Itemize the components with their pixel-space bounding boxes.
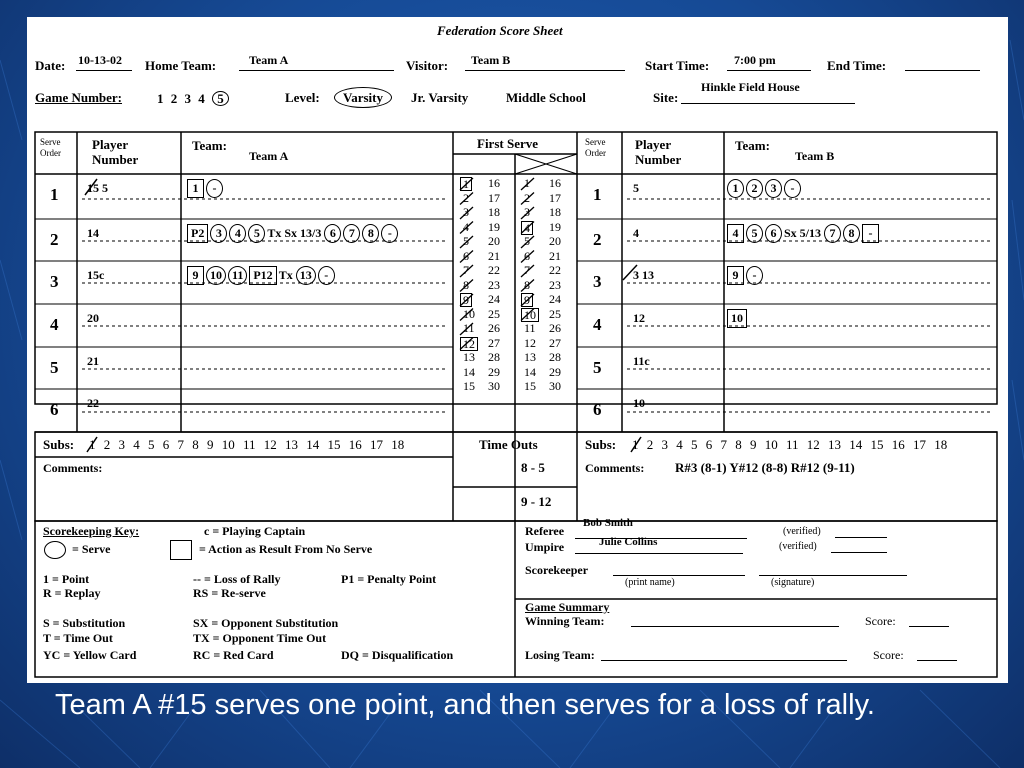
losing-team-label: Losing Team: [525,648,595,662]
first-serve-d-19: 19 [549,219,561,234]
key-replay: R = Replay [43,586,101,600]
first-serve-a-13: 13 [463,350,475,364]
sub-number: 18 [934,437,948,452]
timeout-1: 8 - 5 [521,460,545,475]
date-field[interactable]: 10-13-02 [78,53,122,67]
first-serve-b-21: 21 [488,248,500,263]
first-serve-c-1: 1 [524,176,530,190]
first-serve-a-3: 3 [463,205,469,219]
right-serve-order-2: 2 [593,230,602,249]
key-disqualification: DQ = Disqualification [341,648,454,662]
level-varsity-selected[interactable]: Varsity [334,87,392,108]
first-serve-a-9: 9 [460,293,472,307]
winning-score-label: Score: [865,614,896,628]
key-yellow-card: YC = Yellow Card [43,648,137,662]
first-serve-c-8: 8 [524,277,530,292]
level-label: Level: [285,90,320,105]
action-mark: 4 [727,224,744,243]
sub-number: 17 [913,437,927,452]
first-serve-c-13: 13 [524,350,536,364]
date-label: Date: [35,58,66,73]
sub-number: 3 [118,437,125,452]
sub-number: 7 [177,437,184,452]
key-opp-timeout: TX = Opponent Time Out [193,631,327,645]
right-serve-order-6: 6 [593,400,602,419]
right-player-number-5[interactable]: 11c [633,354,650,368]
first-serve-c-3: 3 [524,205,530,219]
home-team-field[interactable]: Team A [249,53,289,67]
key-serve: = Serve [72,542,111,556]
right-serve-order-header: Serve Order [585,137,606,158]
first-serve-b-27: 27 [488,335,500,350]
first-serve-a-14: 14 [463,364,475,379]
serve-mark: 13 [296,266,316,285]
first-serve-d-29: 29 [549,364,561,379]
first-serve-d-18: 18 [549,205,561,219]
sub-number: 14 [306,437,320,452]
left-subs-label: Subs: [43,437,75,452]
referee-label: Referee [525,524,565,538]
sheet-title: Federation Score Sheet [437,23,563,38]
key-point: 1 = Point [43,572,90,586]
first-serve-d-22: 22 [549,263,561,277]
game-number-label: Game Number: [35,90,123,105]
first-serve-a-1: 1 [460,177,472,191]
winning-team-label: Winning Team: [525,614,605,628]
note-mark: Sx 5/13 [784,226,822,240]
left-serve-order-4: 4 [50,315,59,334]
serve-mark: 1 [727,179,744,198]
start-time-field[interactable]: 7:00 pm [734,53,776,67]
serve-mark: - [381,224,398,243]
left-serve-order-5: 5 [50,358,59,377]
key-timeout: T = Time Out [43,631,113,645]
left-serve-order-1: 1 [50,185,59,204]
first-serve-c-9: 9 [521,293,533,307]
left-player-number-2[interactable]: 14 [87,226,99,240]
first-serve-b-16: 16 [488,176,500,190]
scorekeeper-label: Scorekeeper [525,563,589,577]
sub-number: 18 [391,437,405,452]
first-serve-b-22: 22 [488,263,500,277]
timeout-2: 9 - 12 [521,494,552,509]
first-serve-a-4: 4 [463,219,469,234]
first-serve-c-15: 15 [524,379,536,393]
serve-mark: 7 [824,224,841,243]
first-serve-a-10: 10 [463,306,475,321]
right-subs-label: Subs: [585,437,617,452]
signature-label: (signature) [771,577,815,588]
first-serve-b-25: 25 [488,306,500,321]
left-player-number-3[interactable]: 15c [87,268,105,282]
key-substitution: S = Substitution [43,616,126,630]
left-player-number-4[interactable]: 20 [87,311,99,325]
sub-number: 16 [891,437,905,452]
timeouts-label: Time Outs [479,437,538,452]
game-numbers[interactable]: 1 2 3 4 5 [157,91,231,106]
sub-number: 10 [221,437,235,452]
left-serve-order-3: 3 [50,272,59,291]
first-serve-a-12: 12 [460,337,478,351]
first-serve-c-12: 12 [524,335,536,350]
level-middle-school[interactable]: Middle School [506,90,586,105]
first-serve-b-28: 28 [488,350,500,364]
note-mark: Tx Sx 13/3 [267,226,322,240]
key-opp-substitution: SX = Opponent Substitution [193,616,339,630]
serve-mark: - [784,179,801,198]
serve-mark: 10 [206,266,226,285]
sub-number: 12 [263,437,277,452]
right-comments-value[interactable]: R#3 (8-1) Y#12 (8-8) R#12 (9-11) [675,460,855,475]
right-score-row-1[interactable] [727,179,993,198]
serve-mark: - [206,179,223,198]
sub-number: 9 [207,437,214,452]
first-serve-d-21: 21 [549,248,561,263]
action-mark: 1 [187,179,204,198]
first-serve-c-2: 2 [524,190,530,205]
site-field[interactable]: Hinkle Field House [701,80,800,94]
sub-number: 13 [285,437,299,452]
first-serve-b-18: 18 [488,205,500,219]
first-serve-d-23: 23 [549,277,561,292]
left-serve-order-header: Serve Order [40,137,61,158]
serve-mark: 6 [765,224,782,243]
end-time-label: End Time: [827,58,887,73]
first-serve-c-4: 4 [521,221,533,235]
visitor-field[interactable]: Team B [471,53,511,67]
first-serve-d-30: 30 [549,379,561,393]
first-serve-a-8: 8 [463,277,469,292]
sub-number: 5 [148,437,155,452]
left-serve-order-6: 6 [50,400,59,419]
sub-number: 13 [828,437,842,452]
action-mark: 10 [727,309,747,328]
right-score-row-4[interactable] [727,309,993,328]
left-comments-label: Comments: [43,461,103,475]
action-mark: 9 [187,266,204,285]
left-team-header: Team: [192,138,227,153]
first-serve-a-15: 15 [463,379,475,393]
right-serve-order-1: 1 [593,185,602,204]
first-serve-a-5: 5 [463,234,469,248]
right-subs-numbers [632,438,947,451]
right-team-name[interactable]: Team B [795,149,835,163]
serve-mark: - [318,266,335,285]
left-score-row-3[interactable] [187,266,453,285]
umpire-verified: (verified) [779,541,817,552]
print-name-label: (print name) [625,577,675,588]
key-captain: c = Playing Captain [204,524,306,538]
referee-verified: (verified) [783,526,821,537]
sub-number: 2 [646,437,654,452]
key-penalty-point: P1 = Penalty Point [341,572,437,586]
key-title: Scorekeeping Key: [43,524,140,538]
first-serve-b-24: 24 [488,292,500,306]
action-mark: 9 [727,266,744,285]
sub-number: 4 [676,437,683,452]
key-loss-rally: -- = Loss of Rally [193,572,281,586]
first-serve-b-26: 26 [488,321,500,335]
action-mark: P2 [187,224,208,243]
serve-circle-icon [44,541,66,559]
left-serve-order-2: 2 [50,230,59,249]
first-serve-b-17: 17 [488,190,500,205]
visitor-label: Visitor: [406,58,449,73]
sub-number: 8 [192,437,199,452]
action-box-icon [170,540,192,560]
serve-mark: 5 [248,224,265,243]
referee-field[interactable]: Bob Smith [583,517,633,529]
start-time-label: Start Time: [645,58,710,73]
serve-mark: 4 [229,224,246,243]
first-serve-d-27: 27 [549,335,561,350]
serve-mark: 3 [765,179,782,198]
first-serve-d-28: 28 [549,350,561,364]
key-reserve: RS = Re-serve [193,586,266,600]
right-comments-label: Comments: [585,461,645,475]
key-red-card: RC = Red Card [193,648,274,662]
first-serve-c-11: 11 [524,321,536,335]
first-serve-d-24: 24 [549,292,561,306]
left-player-number-6[interactable]: 22 [87,396,99,410]
sub-number: 1 [632,437,639,452]
right-player-number-4[interactable]: 12 [633,311,645,325]
sub-number: 12 [806,437,820,452]
right-team-header: Team: [735,138,770,153]
sub-number: 8 [735,437,742,452]
left-subs-numbers [89,438,404,451]
serve-mark: 6 [324,224,341,243]
right-player-number-header: Player Number [635,137,682,167]
key-no-serve: = Action as Result From No Serve [199,542,373,556]
losing-score-label: Score: [873,648,904,662]
sub-number: 7 [720,437,727,452]
sub-number: 6 [705,437,713,452]
sub-number: 9 [750,437,757,452]
level-jr-varsity[interactable]: Jr. Varsity [411,90,469,105]
right-serve-order-4: 4 [593,315,602,334]
sub-number: 17 [370,437,384,452]
right-player-number-2[interactable]: 4 [633,226,639,240]
sub-number: 2 [103,437,111,452]
site-label: Site: [653,90,679,105]
right-serve-order-5: 5 [593,358,602,377]
first-serve-b-29: 29 [488,364,500,379]
left-player-number-header: Player Number [92,137,139,167]
serve-mark: 5 [746,224,763,243]
first-serve-b-30: 30 [488,379,500,393]
sub-number: 10 [764,437,778,452]
sub-number: 15 [870,437,884,452]
first-serve-d-26: 26 [549,321,561,335]
sub-number: 4 [133,437,140,452]
left-score-row-2[interactable] [187,224,453,243]
serve-mark: 7 [343,224,360,243]
first-serve-c-10: 10 [521,308,539,322]
first-serve-d-17: 17 [549,190,561,205]
first-serve-c-7: 7 [524,263,530,277]
serve-mark: 3 [210,224,227,243]
sub-number: 14 [849,437,863,452]
right-serve-order-3: 3 [593,272,602,291]
first-serve-c-5: 5 [524,234,530,248]
game-number-selected: 5 [212,91,229,106]
first-serve-d-25: 25 [549,306,561,321]
serve-mark: 8 [843,224,860,243]
left-player-number-1[interactable]: 15 5 [87,181,108,195]
first-serve-c-14: 14 [524,364,536,379]
home-team-label: Home Team: [145,58,217,73]
first-serve-a-6: 6 [463,248,469,263]
left-team-name[interactable]: Team A [249,149,289,163]
first-serve-b-20: 20 [488,234,500,248]
right-player-number-1[interactable]: 5 [633,181,639,195]
sub-number: 1 [89,437,96,452]
first-serve-header: First Serve [477,136,539,151]
first-serve-d-20: 20 [549,234,561,248]
umpire-label: Umpire [525,540,565,554]
sub-number: 11 [786,437,799,452]
left-score-row-1[interactable] [187,179,453,198]
sub-number: 11 [243,437,256,452]
sub-number: 5 [691,437,698,452]
first-serve-a-7: 7 [463,263,469,277]
first-serve-c-6: 6 [524,248,530,263]
sub-number: 16 [348,437,362,452]
sheet-grid-lines [27,17,1008,683]
action-mark: - [862,224,879,243]
score-sheet [27,17,1008,683]
note-mark: Tx [278,268,293,282]
slide-caption: Team A #15 serves one point, and then serves for a loss of rally. [55,689,875,721]
umpire-field[interactable]: Julie Collins [599,536,658,548]
first-serve-a-2: 2 [463,190,469,205]
left-player-number-5[interactable]: 21 [87,354,99,368]
game-summary-title: Game Summary [525,600,610,614]
right-score-row-2[interactable] [727,224,993,243]
sub-number: 3 [661,437,668,452]
first-serve-d-16: 16 [549,176,561,190]
sub-number: 15 [327,437,341,452]
serve-mark: 8 [362,224,379,243]
right-score-row-3[interactable] [727,266,993,285]
sub-number: 6 [162,437,170,452]
first-serve-a-11: 11 [463,321,475,335]
first-serve-b-19: 19 [488,219,500,234]
action-mark: P12 [249,266,276,285]
first-serve-b-23: 23 [488,277,500,292]
serve-mark: 2 [746,179,763,198]
serve-mark: - [746,266,763,285]
right-player-number-6[interactable]: 10 [633,396,645,410]
serve-mark: 11 [228,266,247,285]
right-player-number-3[interactable]: 3 13 [633,268,654,282]
